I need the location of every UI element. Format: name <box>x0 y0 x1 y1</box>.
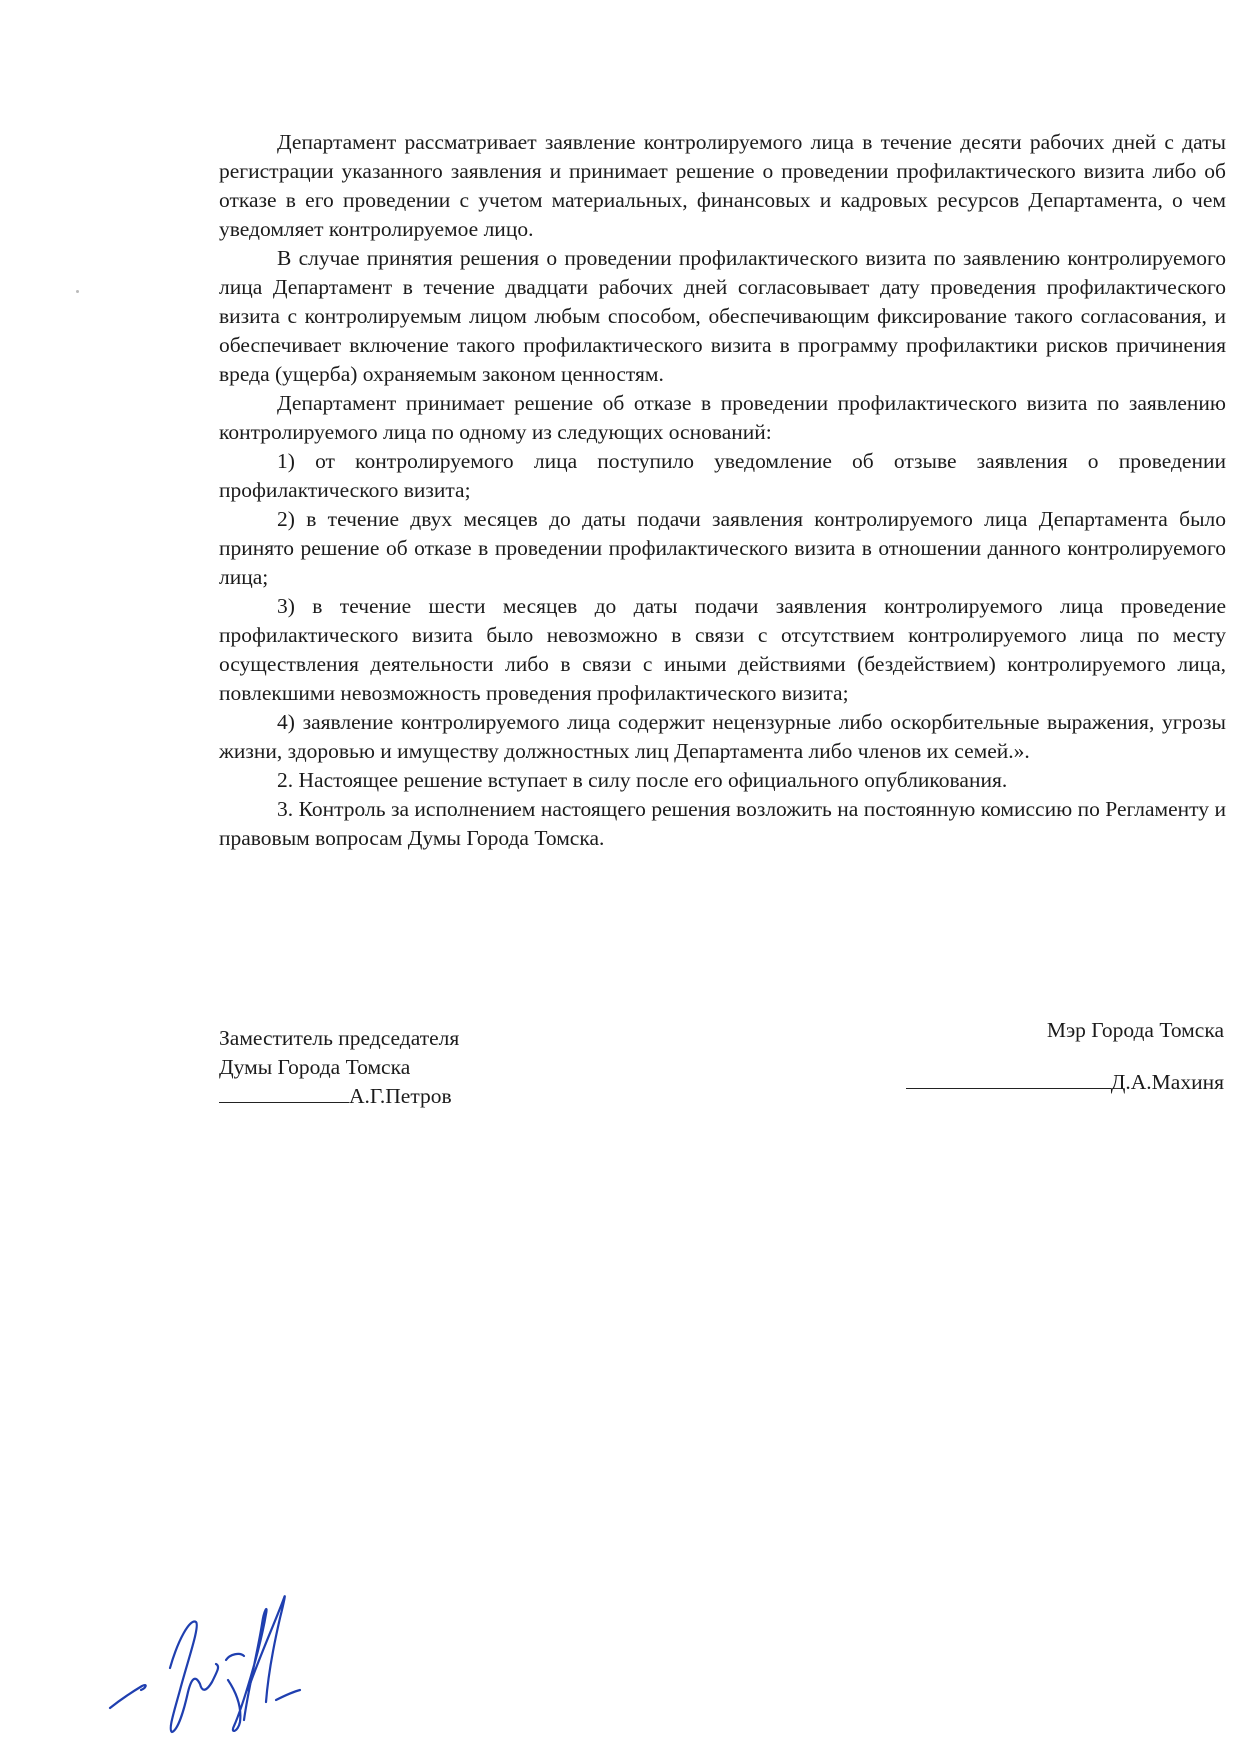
signature-block-deputy-chair <box>219 1024 599 1111</box>
paragraph-ground-3: 3) в течение шести месяцев до даты подачи заявления контролируемого лица проведение профилактического визита было невозможно в связи с отсутствием контролируемого лица по месту осуществления деятельности либо в связи с иными действиями (бездействием) контролируемого лица, повлекшими невозможность проведения профилактического визита; <box>219 594 1226 705</box>
deputy-chair-title-line2: Думы Города Томска <box>219 1055 411 1079</box>
paragraph-ground-4: 4) заявление контролируемого лица содержит нецензурные либо оскорбительные выражения, угрозы жизни, здоровью и имуществу должностных лиц Департамента либо членов их семей.». <box>219 710 1226 763</box>
paragraph-item-3-control: 3. Контроль за исполнением настоящего решения возложить на постоянную комиссию по Регламенту и правовым вопросам Думы Города Томска. <box>219 797 1226 850</box>
deputy-chair-name: А.Г.Петров <box>349 1084 452 1108</box>
mayor-signature-row <box>804 1068 1224 1097</box>
document-body <box>219 128 1226 853</box>
paragraph-item-2-entry-into-force: 2. Настоящее решение вступает в силу после его официального опубликования. <box>277 768 1008 792</box>
signature-block-mayor <box>804 1016 1224 1097</box>
signature-blank-line <box>219 1082 349 1103</box>
scan-speck <box>76 290 79 293</box>
signature-blank-line <box>906 1068 1111 1089</box>
mayor-title: Мэр Города Томска <box>1046 1018 1224 1042</box>
paragraph-ground-2: 2) в течение двух месяцев до даты подачи заявления контролируемого лица Департамента было принято решение об отказе в проведении профилактического визита в отношении данного контролируемого лица; <box>219 507 1226 589</box>
paragraph-refusal-grounds-intro: Департамент принимает решение об отказе в проведении профилактического визита по заявлению контролируемого лица по одному из следующих оснований: <box>219 391 1226 444</box>
handwritten-signature <box>108 1580 338 1740</box>
deputy-chair-signature-row <box>219 1082 599 1111</box>
paragraph-visit-scheduling: В случае принятия решения о проведении профилактического визита по заявлению контролируемого лица Департамент в течение двадцати рабочих дней согласовывает дату проведения профилактического визита с контролируемым лицом любым способом, обеспечивающим фиксирование такого согласования, и обеспечивает включение такого профилактического визита в программу профилактики рисков причинения вреда (ущерба) охраняемым законом ценностям. <box>219 246 1226 386</box>
paragraph-review-period: Департамент рассматривает заявление контролируемого лица в течение десяти рабочих дней с даты регистрации указанного заявления и принимает решение о проведении профилактического визита либо об отказе в его проведении с учетом материальных, финансовых и кадровых ресурсов Департамента, о чем уведомляет контролируемое лицо. <box>219 130 1226 241</box>
deputy-chair-title-line1: Заместитель председателя <box>219 1026 460 1050</box>
paragraph-ground-1: 1) от контролируемого лица поступило уведомление об отзыве заявления о проведении профилактического визита; <box>219 449 1226 502</box>
mayor-name: Д.А.Махиня <box>1110 1070 1224 1094</box>
